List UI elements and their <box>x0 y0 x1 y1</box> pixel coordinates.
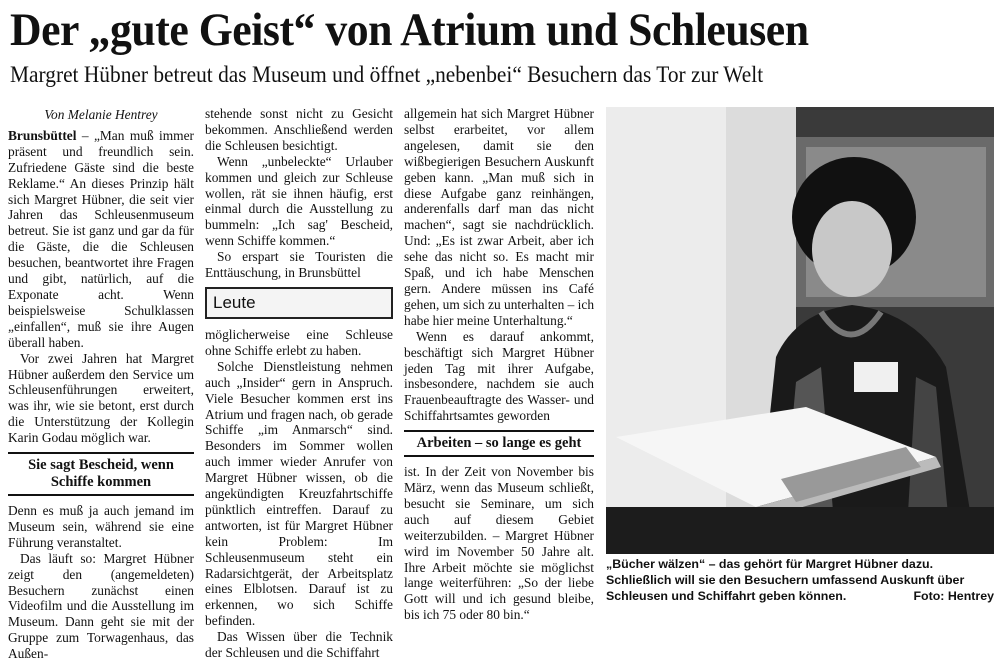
article-photo <box>606 107 994 554</box>
paragraph: Solche Dienstleistung nehmen auch „Insider“ gern in Anspruch. Viele Besucher kommen erst ins Atrium und fragen nach, ob gerade Schiffe „im Anmarsch“ sind. Besonders im Sommer wollen auch immer wieder Anrufer von Margret Hübner wissen, ob die angekündigten Kreuzfahrtschiffe pünktlich eintreffen. Darauf zu antworten, ist für Margret Hübner kein Problem: Im Schleusenmuseum steht ein Radarsichtgerät, der Arbeitsplatz eines Elblotsen. Darauf ist zu erkennen, wo sich Schiffe befinden. <box>205 358 393 629</box>
byline: Von Melanie Hentrey <box>44 107 158 122</box>
section-subhead: Arbeiten – so lange es geht <box>404 430 594 457</box>
caption-text: „Bücher wälzen“ – das gehört für Margret Hübner dazu. Schließlich will sie den Besuchern umfassend Auskunft über Schleusen und Schiffahrt geben können. <box>606 557 965 603</box>
rubric-box: Leute <box>205 287 393 319</box>
photo-credit: Foto: Hentrey <box>913 589 994 603</box>
column-3 <box>404 106 594 623</box>
photo-illustration <box>606 107 994 554</box>
paragraph: Vor zwei Jahren hat Margret Hübner außerdem den Service um Schleusenführungen erweitert, was ihr, wie sie betont, erst durch die Unterstützung der Kollegin Karin Godau möglich war. <box>8 350 194 446</box>
paragraph: ist. In der Zeit von November bis März, wenn das Museum schließt, besucht sie Seminare, um sich auch auf diesem Gebiet weiterzubilden. – Margret Hübner wird im November 50 Jahre alt. Ihre Arbeit möchte sie möglichst lange weiterführen: „So der liebe Gott will und ich gesund bleibe, bis ich 75 oder 80 bin.“ <box>404 464 594 623</box>
paragraph-text: – „Man muß immer präsent und freundlich sein. Zufriedene Gäste sind die beste Reklame.“ An dieses Prinzip hält sich Margret Hübner, die seit vier Jahren das Schleusenmuseum betreut. Sie ist ganz und gar da für die Gäste, die die Schleusen besuchen, beantwortet ihre Fragen und gibt, natürlich, auf die Exponate acht. Wenn beispielsweise Schulklassen „einfallen“, muß sie ihre Augen überall haben. <box>8 127 194 350</box>
paragraph <box>8 128 194 351</box>
paragraph: allgemein hat sich Margret Hübner selbst erarbeitet, vor allem angelesen, damit sie den wißbegierigen Besuchern Auskunft geben kann. „Man muß sich in diese Aufgabe ganz reinhängen, anderenfalls darf man das nicht machen“, sagt sie nachdrücklich. Und: „Es ist zwar Arbeit, aber ich sehe das nicht so. Es macht mir Spaß, und ich habe Menschen gern. Andere müssen ins Café gehen, um sich zu unterhalten – ich habe hier meine Unterhaltung.“ <box>404 106 595 328</box>
column-1 <box>8 107 194 662</box>
paragraph: Denn es muß ja auch jemand im Museum sein, während sie eine Führung veranstaltet. <box>8 503 194 550</box>
paragraph: Wenn es darauf ankommt, beschäftigt sich Margret Hübner jeden Tag mit ihrer Aufgabe, insbesondere, nachdem sie auch Frauenbeauftragte des Wasser- und Schiffahrtsamtes geworden <box>404 328 594 424</box>
paragraph: So erspart sie Touristen die Enttäuschung, in Brunsbüttel <box>205 249 393 281</box>
section-subhead: Sie sagt Bescheid, wenn Schiffe kommen <box>8 452 194 496</box>
dateline: Brunsbüttel <box>8 127 77 143</box>
paragraph: möglicherweise eine Schleuse ohne Schiffe erlebt zu haben. <box>205 326 393 358</box>
headline: Der „gute Geist“ von Atrium und Schleusen <box>10 4 809 56</box>
photo-caption <box>606 556 994 604</box>
paragraph: Das läuft so: Margret Hübner zeigt den (angemeldeten) Besuchern zunächst einen Videofilm und die Ausstellung im Museum. Dann geht sie mit der Gruppe zum Torwagenhaus, das Außen- <box>8 550 194 662</box>
paragraph: stehende sonst nicht zu Gesicht bekommen. Anschließend werden die Schleusen besichtigt. <box>205 106 393 153</box>
subheadline: Margret Hübner betreut das Museum und öffnet „nebenbei“ Besuchern das Tor zur Welt <box>10 62 764 87</box>
paragraph: Das Wissen über die Technik der Schleusen und die Schiffahrt <box>205 629 393 661</box>
paragraph: Wenn „unbeleckte“ Urlauber kommen und gleich zur Schleuse wollen, rät sie ihnen häufig, erst einmal durch die Ausstellung zu bummeln: „Ich sag' Bescheid, wenn Schiffe kommen.“ <box>205 153 393 249</box>
column-2 <box>205 106 393 661</box>
